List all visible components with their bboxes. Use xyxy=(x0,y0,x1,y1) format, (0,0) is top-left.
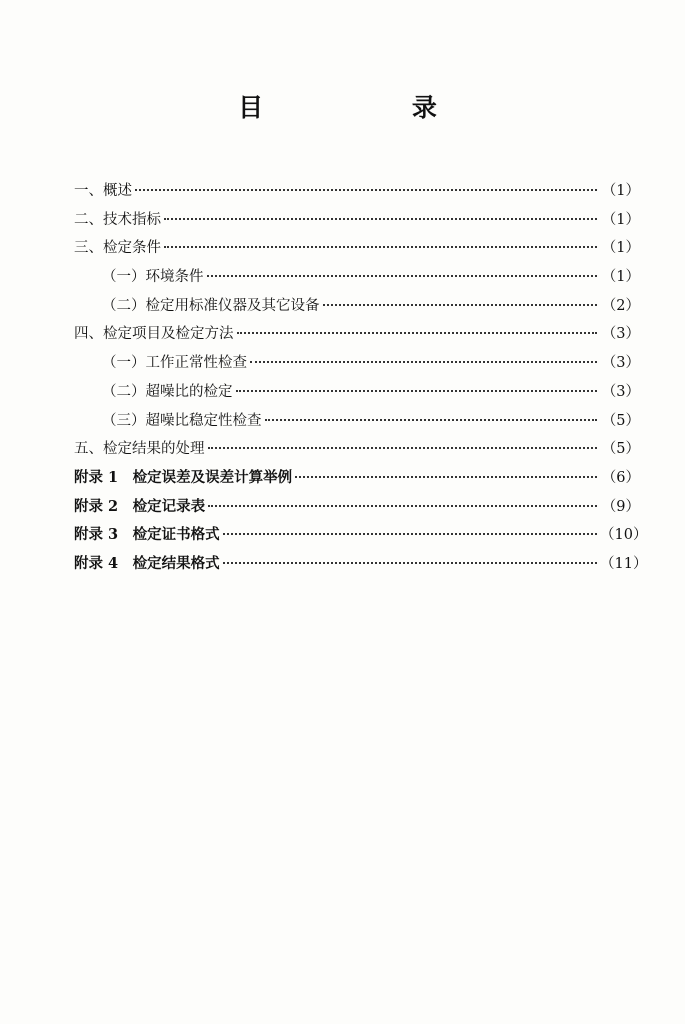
toc-entry-label: 三、检定条件 xyxy=(74,240,161,257)
toc-subentry[interactable] xyxy=(74,378,640,407)
toc-entry-label: 二、技术指标 xyxy=(74,211,161,228)
toc-appendix-entry[interactable] xyxy=(74,464,640,493)
dot-leader xyxy=(208,447,598,449)
toc-subentry[interactable] xyxy=(74,263,640,292)
toc-page-number: （3） xyxy=(601,326,640,343)
toc-page-number: （3） xyxy=(601,383,640,400)
dot-leader xyxy=(164,218,597,220)
toc-page-number: （5） xyxy=(601,412,640,429)
dot-leader xyxy=(164,246,597,248)
toc-entry-label: （一）环境条件 xyxy=(102,269,204,286)
toc-subentry[interactable] xyxy=(74,292,640,321)
dot-leader xyxy=(236,390,598,392)
dot-leader xyxy=(323,304,598,306)
toc-page-number: （2） xyxy=(601,297,640,314)
dot-leader xyxy=(237,332,598,334)
toc-entry-label: 附录 2 检定记录表 xyxy=(74,497,206,515)
toc-page-number: （1） xyxy=(601,269,640,286)
toc-entry-label: （二）检定用标准仪器及其它设备 xyxy=(102,297,320,314)
dot-leader xyxy=(223,533,597,535)
toc-page-number: （9） xyxy=(601,498,640,515)
toc-entry-label: 四、检定项目及检定方法 xyxy=(74,326,234,343)
toc-entry-label: 附录 1 检定误差及误差计算举例 xyxy=(74,468,293,486)
toc-page-number: （3） xyxy=(601,355,640,372)
toc-appendix-entry[interactable] xyxy=(74,521,648,550)
toc-page-number: （10） xyxy=(600,527,648,544)
toc-entry-label: 一、概述 xyxy=(74,183,132,199)
dot-leader xyxy=(223,562,597,564)
toc-entry[interactable] xyxy=(74,320,640,349)
toc-page-number: （6） xyxy=(601,469,640,486)
toc-entry[interactable] xyxy=(74,234,640,263)
dot-leader xyxy=(135,189,597,191)
toc-subentry[interactable] xyxy=(74,407,640,436)
table-of-contents xyxy=(74,177,648,579)
toc-entry-label: 附录 3 检定证书格式 xyxy=(74,526,220,544)
toc-entry[interactable] xyxy=(74,206,640,235)
toc-entry-label: （一）工作正常性检查 xyxy=(102,355,247,372)
toc-entry[interactable] xyxy=(74,435,640,464)
dot-leader xyxy=(207,275,598,277)
toc-appendix-entry[interactable] xyxy=(74,550,648,579)
page-title: 目 录 xyxy=(238,93,507,122)
dot-leader xyxy=(295,476,597,478)
dot-leader xyxy=(208,505,597,507)
dot-leader xyxy=(250,361,597,363)
toc-page-number: （1） xyxy=(601,211,640,228)
toc-page-number: （1） xyxy=(601,183,640,199)
dot-leader xyxy=(265,419,598,421)
toc-entry-label: 附录 4 检定结果格式 xyxy=(74,554,220,572)
toc-subentry[interactable] xyxy=(74,349,640,378)
toc-entry-label: 五、检定结果的处理 xyxy=(74,441,205,458)
toc-entry-label: （二）超噪比的检定 xyxy=(102,383,233,400)
toc-page-number: （5） xyxy=(601,441,640,458)
toc-entry[interactable] xyxy=(74,177,640,206)
toc-page-number: （11） xyxy=(600,555,648,572)
toc-page-number: （1） xyxy=(601,240,640,257)
toc-appendix-entry[interactable] xyxy=(74,493,640,522)
toc-entry-label: （三）超噪比稳定性检查 xyxy=(102,412,262,429)
